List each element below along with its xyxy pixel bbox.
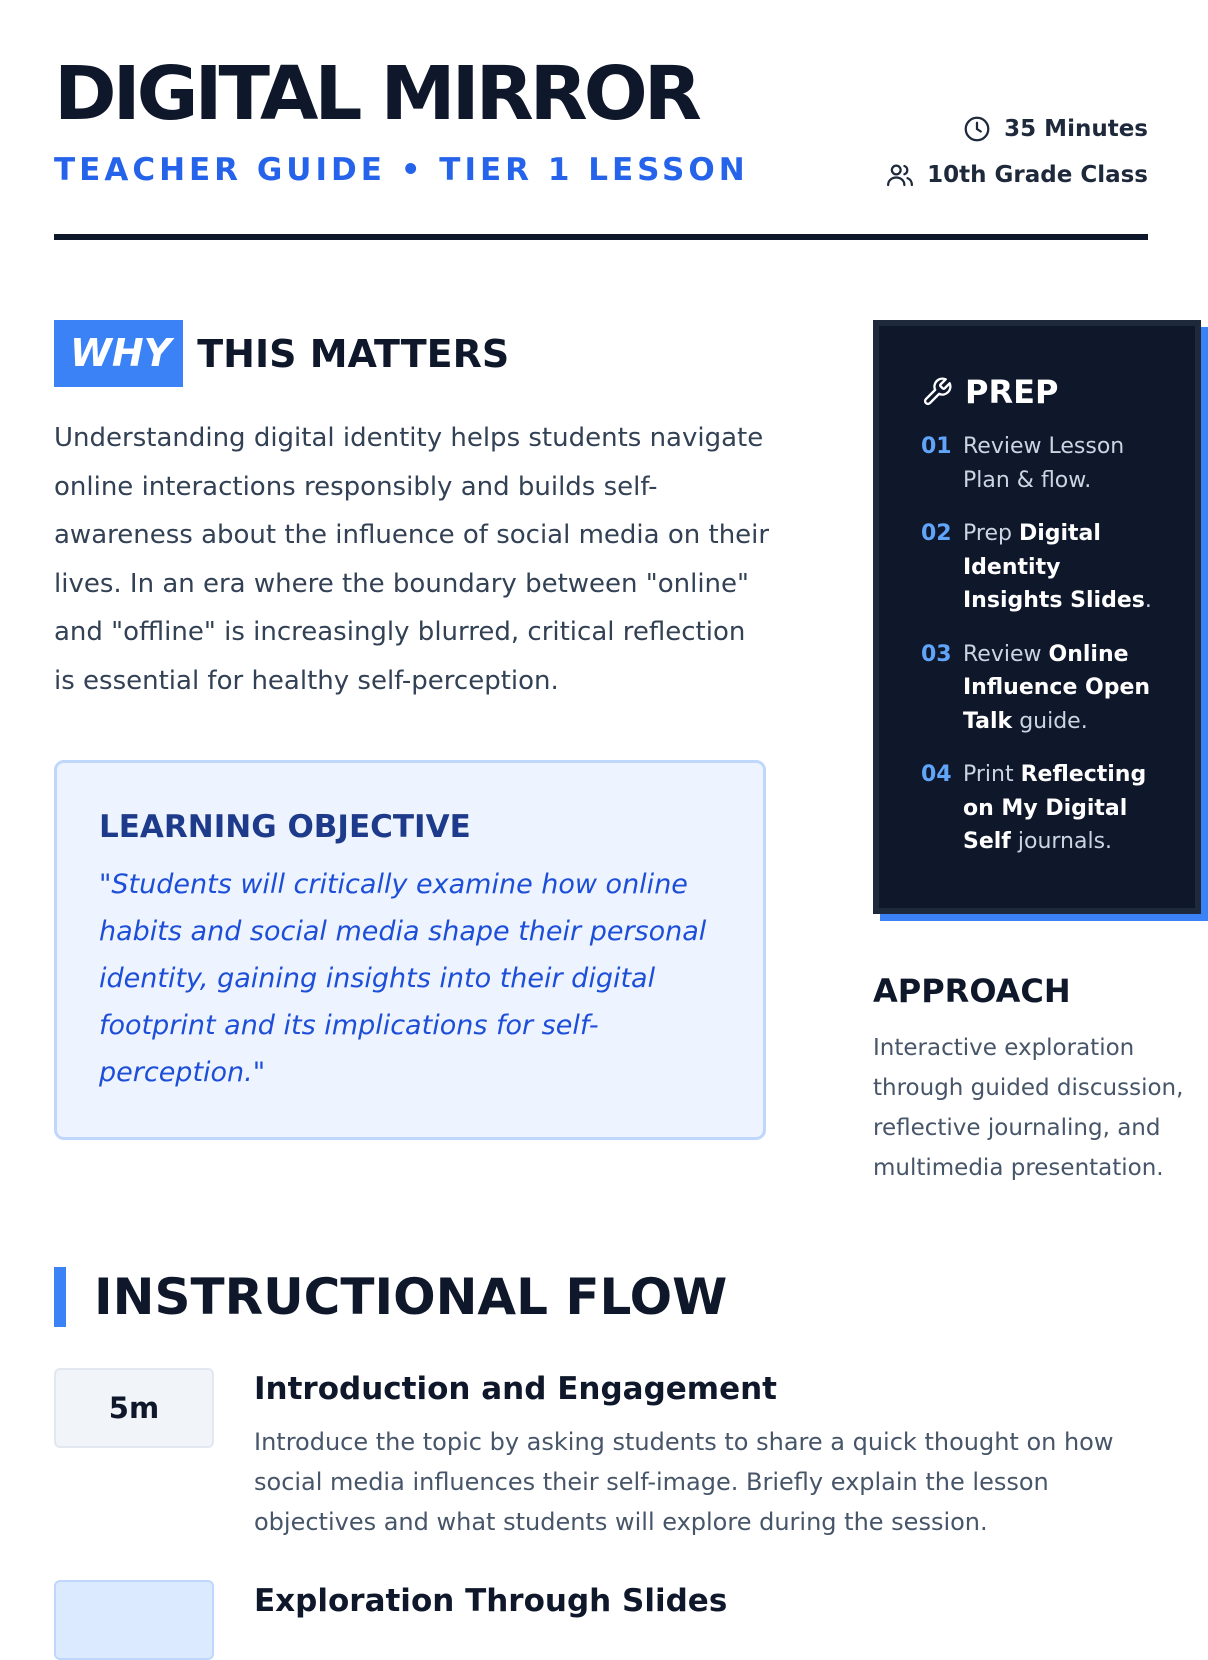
page-subtitle: TEACHER GUIDE • TIER 1 LESSON xyxy=(54,152,749,188)
objective-title: LEARNING OBJECTIVE xyxy=(99,809,471,845)
objective-text: "Students will critically examine how online habits and social media shape their personal identity, gaining insights into their digital footprint and its implications for self-perception." xyxy=(99,869,707,1088)
approach-text: Interactive exploration through guided discussion, reflective journaling, and multimedia presentation. xyxy=(873,1035,1184,1181)
page-title: DIGITAL MIRROR xyxy=(54,51,698,137)
prep-item xyxy=(921,517,1155,618)
lesson-page xyxy=(54,0,1184,1619)
audience-row xyxy=(885,152,1148,198)
prep-item-text-part: guide. xyxy=(1012,708,1088,734)
approach-title: APPROACH xyxy=(873,972,1071,1010)
prep-item-text xyxy=(963,638,1155,739)
prep-item-resource: Reflecting on My Digital Self xyxy=(963,762,1147,854)
clock-icon xyxy=(962,114,992,144)
step-title: Introduction and Engagement xyxy=(254,1371,778,1407)
duration-text: 35 Minutes xyxy=(1004,116,1148,142)
prep-card xyxy=(873,320,1201,914)
prep-item-text xyxy=(963,517,1155,618)
flow-title: INSTRUCTIONAL FLOW xyxy=(94,1268,728,1326)
header-divider xyxy=(54,234,1148,240)
prep-item xyxy=(921,638,1155,739)
users-icon xyxy=(885,160,915,190)
prep-item-text xyxy=(963,430,1155,497)
why-tag: WHY xyxy=(54,320,183,387)
duration-row xyxy=(885,106,1148,152)
lesson-meta xyxy=(885,106,1148,198)
prep-list xyxy=(921,430,1155,859)
prep-item-resource: Online Influence Open Talk xyxy=(963,641,1151,734)
prep-item-number: 01 xyxy=(921,434,952,459)
step-title: Exploration Through Slides xyxy=(254,1583,728,1619)
page-header xyxy=(54,52,1148,242)
why-body: Understanding digital identity helps students navigate online interactions responsibly and builds self-awareness about the influence of social media on their lives. In an era where the boundary between "online" and "offline" is increasingly blurred, critical reflection is essential for healthy self-perception. xyxy=(54,423,770,696)
learning-objective-box xyxy=(54,760,766,1140)
prep-item-number: 02 xyxy=(921,521,952,546)
step-duration xyxy=(54,1580,214,1660)
prep-item-number: 04 xyxy=(921,762,952,787)
prep-item-text-part: Prep xyxy=(963,521,1019,546)
audience-text: 10th Grade Class xyxy=(927,162,1148,188)
prep-item-text-part: journals. xyxy=(1010,829,1113,854)
prep-item-text xyxy=(963,758,1155,859)
prep-heading xyxy=(921,370,1155,414)
prep-item-resource: Digital Identity Insights Slides xyxy=(963,521,1145,613)
prep-title: PREP xyxy=(965,373,1059,411)
prep-item-text-part: Print xyxy=(963,762,1021,787)
wrench-icon xyxy=(921,376,953,408)
prep-item-number: 03 xyxy=(921,641,952,667)
prep-item xyxy=(921,430,1155,497)
why-heading xyxy=(54,320,509,387)
prep-item-text-part: . xyxy=(1144,588,1152,613)
prep-item-text-part: Review Lesson Plan & flow. xyxy=(963,434,1125,493)
prep-item-text-part: Review xyxy=(963,641,1049,667)
step-duration: 5m xyxy=(54,1368,214,1448)
why-heading-text: THIS MATTERS xyxy=(197,331,510,376)
flow-accent-bar xyxy=(54,1267,66,1327)
prep-item xyxy=(921,758,1155,859)
step-description: Introduce the topic by asking students to share a quick thought on how social media influences their self-image. Briefly explain the lesson objectives and what students will explore during the session. xyxy=(254,1428,1114,1536)
